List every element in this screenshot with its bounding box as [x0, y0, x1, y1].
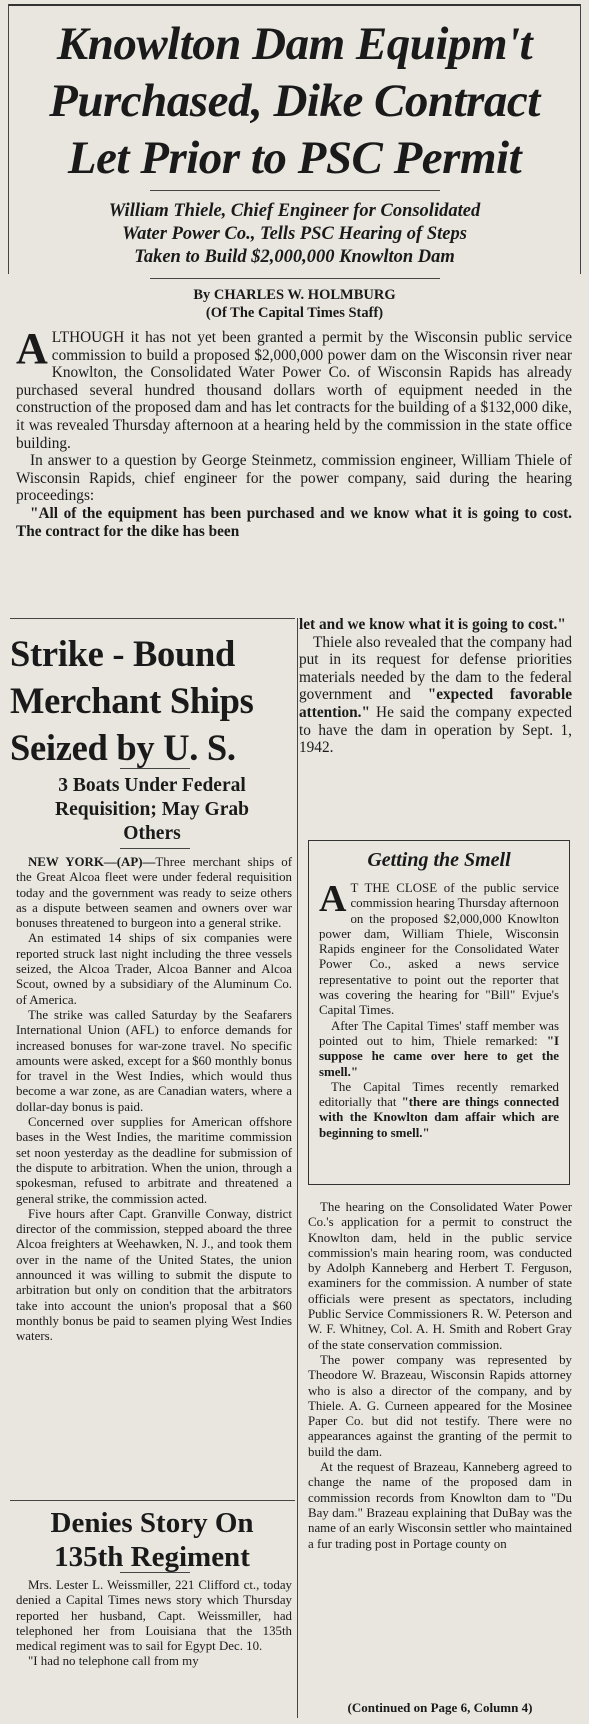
- strike-paragraph-2: An estimated 14 ships of six companies were reported struck last night including the three vessels seized, the Alcoa Trader, Alcoa Banner and Alcoa Scout, owned by a subsidiary of the Aluminum Co. of America.: [16, 931, 292, 1007]
- main-headline-line3: Let Prior to PSC Permit: [67, 132, 522, 184]
- strike-headline-line3: Seized by U. S.: [10, 727, 236, 768]
- strike-deck-divider: [120, 848, 190, 849]
- lead-paragraph-1: ALTHOUGH it has not yet been granted a permit by the Wisconsin public service commission to build a proposed $2,000,000 power dam on the Wisconsin river near Knowlton, the Consolidated Water Power Co. of Wisconsin Rapids has already purchased several hundred thousand dollars worth of equipment needed in the construction of the proposed dam and has let contracts for the building of a $132,000 dike, it was revealed Thursday afternoon at a hearing held by the commission in the state office building.: [16, 324, 572, 452]
- strike-paragraph-1: NEW YORK—(AP)—Three merchant ships of the Great Alcoa fleet were under federal requisition today and the government was ready to seize others as a dispute between seamen and owners over war bonuses threatened to burgeon into a general strike.: [16, 855, 292, 931]
- lead-paragraph-2: In answer to a question by George Steinmetz, commission engineer, William Thiele of Wisconsin Rapids, chief engineer for the power company, said during the hearing proceedings:: [16, 452, 572, 505]
- hearing-article-text: [308, 1200, 572, 1552]
- strike-paragraph-4: Concerned over supplies for American offshore bases in the West Indies, the maritime commission set noon yesterday as the deadline for submission of the dispute to arbitration. When the union, through a spokesman, refused to arbitrate and threatened a general strike, the commission acted.: [16, 1115, 292, 1206]
- strike-headline-line2: Merchant Ships: [10, 680, 254, 721]
- strike-headline: [10, 630, 294, 771]
- deck-line1: William Thiele, Chief Engineer for Consolidated: [108, 201, 481, 221]
- hearing-paragraph-1: The hearing on the Consolidated Water Power Co.'s application for a permit to construct the Knowlton dam, held in the public service commission's main hearing room, was conducted by Adolph Kanneberg and Herbert T. Ferguson, examiners for the commission. A number of state officials were present as spectators, including Public Service Commissioners R. W. Peterson and W. F. Whitney, Col. A. H. Smith and Robert Gray of the state conservation commission.: [308, 1200, 572, 1352]
- box-title: Getting the Smell: [367, 849, 511, 871]
- byline-author: By CHARLES W. HOLMBURG: [193, 287, 396, 303]
- hearing-paragraph-2: The power company was represented by Theodore W. Brazeau, Wisconsin Rapids attorney who is also a director of the company, and by Thiele. A. G. Curneen appeared for the Mosinee Paper Co. but did not testify. There were no appearances against the granting of the permit to build the dam.: [308, 1352, 572, 1459]
- strike-top-rule: [10, 618, 295, 619]
- continued-notice: (Continued on Page 6, Column 4): [347, 1700, 533, 1715]
- box-dropcap: A: [319, 878, 347, 920]
- denies-headline-line2: 135th Regiment: [54, 1541, 250, 1573]
- denies-headline: [10, 1506, 294, 1574]
- right-border-rule: [580, 4, 581, 274]
- byline-staff: (Of The Capital Times Staff): [205, 304, 384, 321]
- denies-paragraph-1: Mrs. Lester L. Weissmiller, 221 Clifford ct., today denied a Capital Times news story which Thursday reported her husband, Capt. Weissmiller, had telephoned her from Louisiana that the 135th medical regiment was to sail for Egypt Dec. 10.: [16, 1578, 292, 1654]
- strike-deck-line2: Requisition; May Grab: [55, 799, 249, 820]
- denies-top-rule: [10, 1500, 295, 1501]
- box-paragraph-1: A T THE CLOSE of the public service commission hearing Thursday afternoon on the proposed $2,000,000 Knowlton power dam, William Thiele, Wisconsin Rapids engineer for the Consolidated Water Power Co., asked a news service representative to point out the reporter that was covering the hearing for "Bill" Evjue's Capital Times.: [319, 878, 559, 1018]
- strike-article-text: [16, 855, 292, 1345]
- headline-deck: [10, 200, 579, 269]
- deck-line2: Water Power Co., Tells PSC Hearing of Steps: [122, 224, 467, 244]
- box-paragraph-2: After The Capital Times' staff member was pointed out to him, Thiele remarked: "I suppose he came over here to get the smell.": [319, 1018, 559, 1079]
- byline: [10, 287, 579, 322]
- left-border-rule: [8, 4, 9, 274]
- strike-deck-line3: Others: [123, 823, 181, 844]
- deck-line3: Taken to Build $2,000,000 Knowlton Dam: [134, 247, 455, 267]
- hearing-paragraph-3: At the request of Brazeau, Kanneberg agreed to change the name of the proposed dam in commission records from Knowlton dam to "Du Bay dam." Brazeau explaining that DuBay was the name of an early Wisconsin settler who maintained a fur trading post in Portage county on: [308, 1460, 572, 1551]
- deck-divider: [150, 278, 440, 279]
- main-headline: [10, 16, 579, 187]
- lead-cont-paragraph-1: let and we know what it is going to cost.": [299, 616, 566, 633]
- strike-paragraph-5: Five hours after Capt. Granville Conway, district director of the commission, stepped aboard the three Alcoa freighters at Weehawken, N. J., and took them over in the name of the United States, the union announced it was willing to submit the dispute to arbitration but only on condition that the arbitrators take into account the union's proposal that a $60 monthly bonus be paid to seamen plying West Indies waters.: [16, 1206, 292, 1344]
- lead-continuation: [299, 616, 572, 757]
- strike-paragraph-3: The strike was called Saturday by the Seafarers International Union (AFL) to enforce demands for increased bonuses for war-zone travel. No specific amounts were asked, except for a $60 monthly bonus for travel in the West Indies, which would thus become a war zone, as are Canadian waters, where a dollar-day bonus is paid.: [16, 1007, 292, 1114]
- strike-deck-line1: 3 Boats Under Federal: [58, 775, 246, 796]
- lead-article-text: [16, 324, 572, 540]
- lead-paragraph-3: "All of the equipment has been purchased and we know what it is going to cost. The contract for the dike has been: [16, 504, 572, 540]
- main-headline-line1: Knowlton Dam Equipm't: [56, 18, 533, 70]
- denies-paragraph-2: "I had no telephone call from my: [28, 1654, 199, 1669]
- lead-cont-paragraph-2: Thiele also revealed that the company had put in its request for defense priorities materials needed by the dam to the federal government and "expected favorable attention." He said the company expected to have the dam in operation by Sept. 1, 1942.: [299, 633, 572, 757]
- strike-dateline: NEW YORK—(AP)—: [28, 855, 156, 869]
- strike-headline-line1: Strike - Bound: [10, 633, 235, 674]
- main-headline-line2: Purchased, Dike Contract: [49, 75, 540, 127]
- lead-dropcap: A: [16, 324, 48, 373]
- strike-deck: [10, 774, 294, 846]
- column-divider-rule: [297, 618, 298, 1718]
- denies-article-text: [16, 1578, 292, 1670]
- top-rule: [8, 4, 581, 6]
- headline-divider: [150, 190, 440, 191]
- denies-headline-line1: Denies Story On: [50, 1507, 254, 1539]
- strike-head-divider: [120, 768, 190, 769]
- getting-the-smell-box: [308, 840, 570, 1185]
- denies-head-divider: [120, 1572, 190, 1573]
- box-paragraph-3: The Capital Times recently remarked editorially that "there are things connected with the Knowlton dam affair which are beginning to smell.": [319, 1079, 559, 1140]
- box-text: [319, 878, 559, 1141]
